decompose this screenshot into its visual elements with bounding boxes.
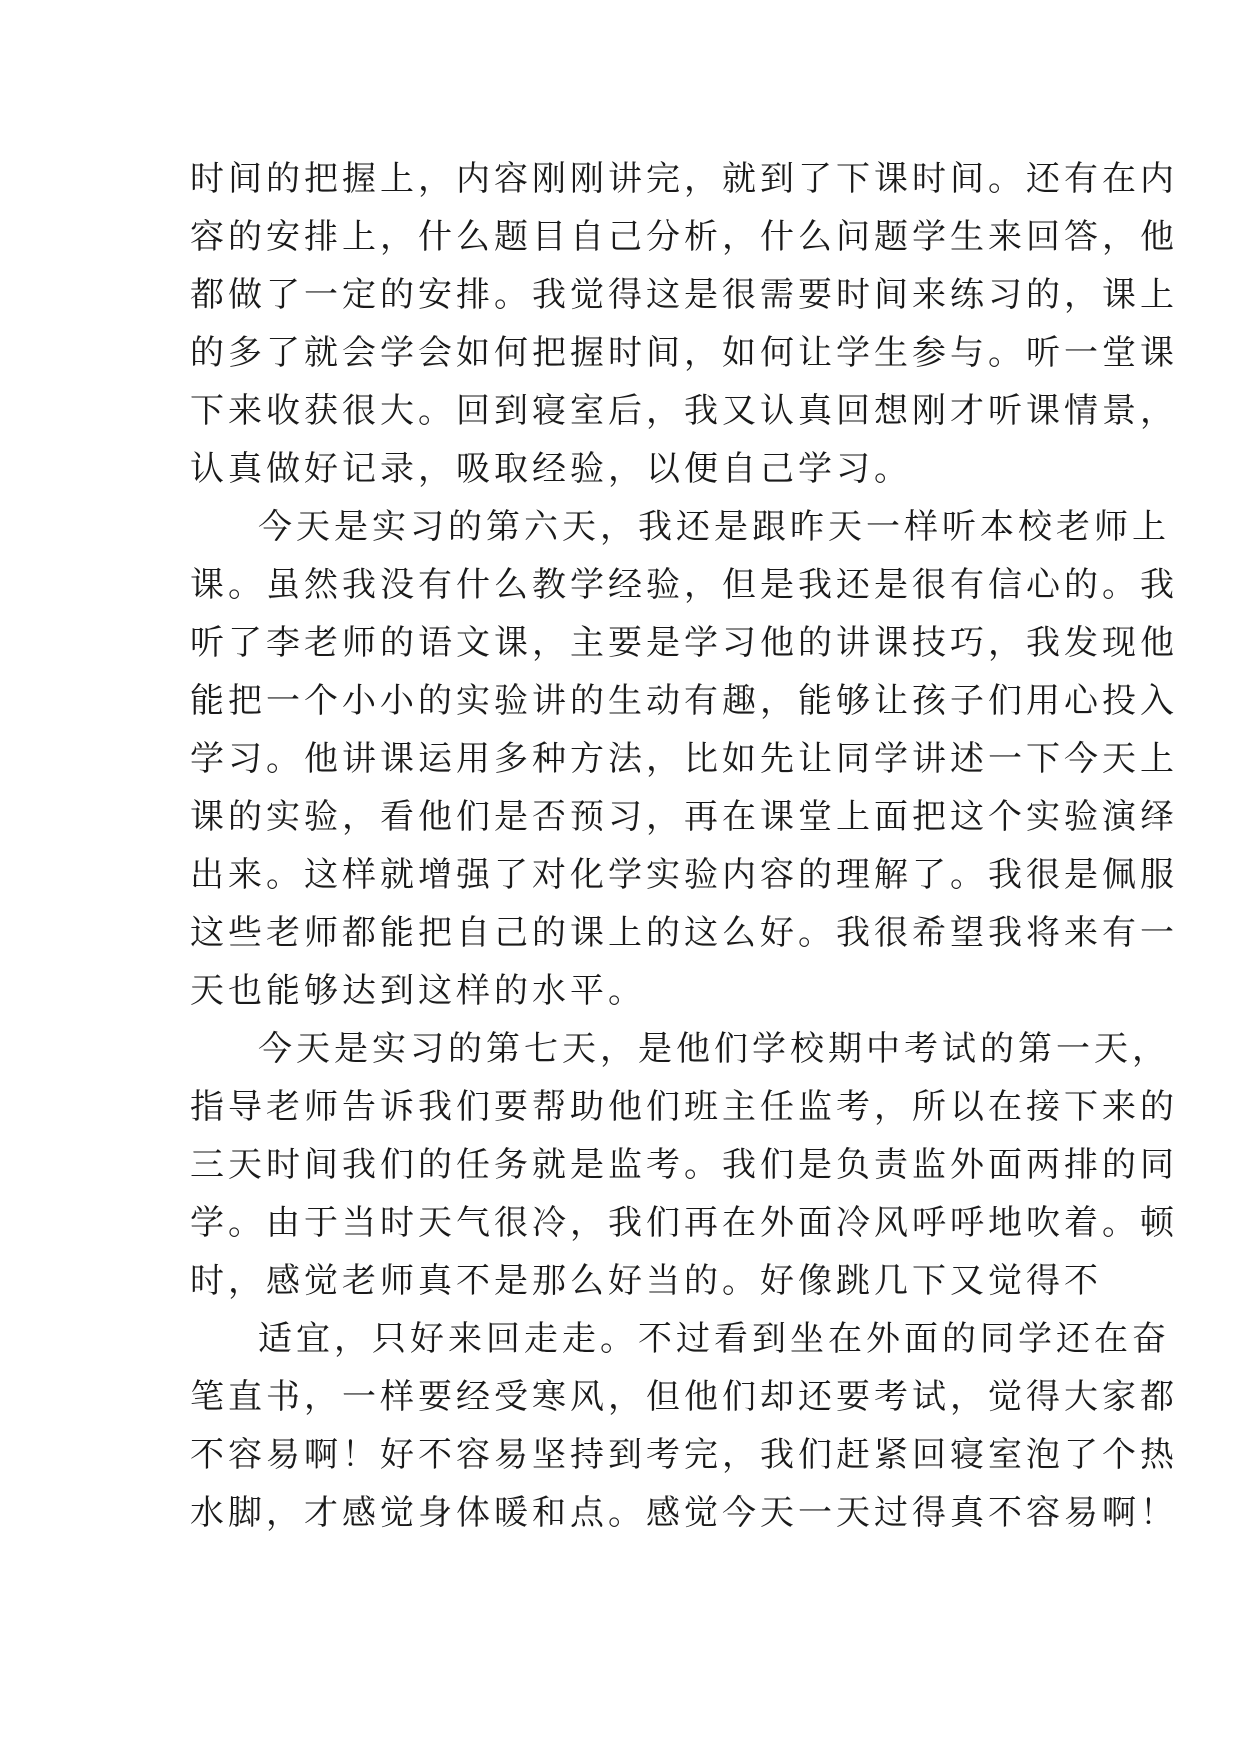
text-line: 下来收获很大。回到寝室后，我又认真回想刚才听课情景， bbox=[190, 391, 1178, 431]
text-line: 都做了一定的安排。我觉得这是很需要时间来练习的，课上 bbox=[190, 275, 1178, 315]
text-line: 笔直书，一样要经受寒风，但他们却还要考试，觉得大家都 bbox=[190, 1377, 1178, 1417]
text-line: 课。虽然我没有什么教学经验，但是我还是很有信心的。我 bbox=[190, 565, 1178, 605]
text-line: 今天是实习的第七天，是他们学校期中考试的第一天， bbox=[258, 1029, 1170, 1069]
text-line: 这些老师都能把自己的课上的这么好。我很希望我将来有一 bbox=[190, 913, 1178, 953]
text-line: 的多了就会学会如何把握时间，如何让学生参与。听一堂课 bbox=[190, 333, 1178, 373]
text-line: 指导老师告诉我们要帮助他们班主任监考，所以在接下来的 bbox=[190, 1087, 1178, 1127]
text-line: 学习。他讲课运用多种方法，比如先让同学讲述一下今天上 bbox=[190, 739, 1178, 779]
text-line: 听了李老师的语文课，主要是学习他的讲课技巧，我发现他 bbox=[190, 623, 1178, 663]
text-line: 水脚，才感觉身体暖和点。感觉今天一天过得真不容易啊！ bbox=[190, 1493, 1178, 1533]
text-line: 时间的把握上，内容刚刚讲完，就到了下课时间。还有在内 bbox=[190, 159, 1178, 199]
text-line: 不容易啊！好不容易坚持到考完，我们赶紧回寝室泡了个热 bbox=[190, 1435, 1178, 1475]
text-line: 学。由于当时天气很冷，我们再在外面冷风呼呼地吹着。顿 bbox=[190, 1203, 1178, 1243]
text-line: 今天是实习的第六天，我还是跟昨天一样听本校老师上 bbox=[258, 507, 1170, 547]
text-line: 天也能够达到这样的水平。 bbox=[190, 971, 646, 1011]
text-line: 时，感觉老师真不是那么好当的。好像跳几下又觉得不 bbox=[190, 1261, 1102, 1301]
text-line: 适宜，只好来回走走。不过看到坐在外面的同学还在奋 bbox=[258, 1319, 1170, 1359]
text-line: 课的实验，看他们是否预习，再在课堂上面把这个实验演绎 bbox=[190, 797, 1178, 837]
document-body bbox=[190, 150, 1178, 1542]
text-line: 出来。这样就增强了对化学实验内容的理解了。我很是佩服 bbox=[190, 855, 1178, 895]
text-line: 三天时间我们的任务就是监考。我们是负责监外面两排的同 bbox=[190, 1145, 1178, 1185]
text-line: 能把一个小小的实验讲的生动有趣，能够让孩子们用心投入 bbox=[190, 681, 1178, 721]
text-line: 容的安排上，什么题目自己分析，什么问题学生来回答，他 bbox=[190, 217, 1178, 257]
text-line: 认真做好记录，吸取经验，以便自己学习。 bbox=[190, 449, 912, 489]
